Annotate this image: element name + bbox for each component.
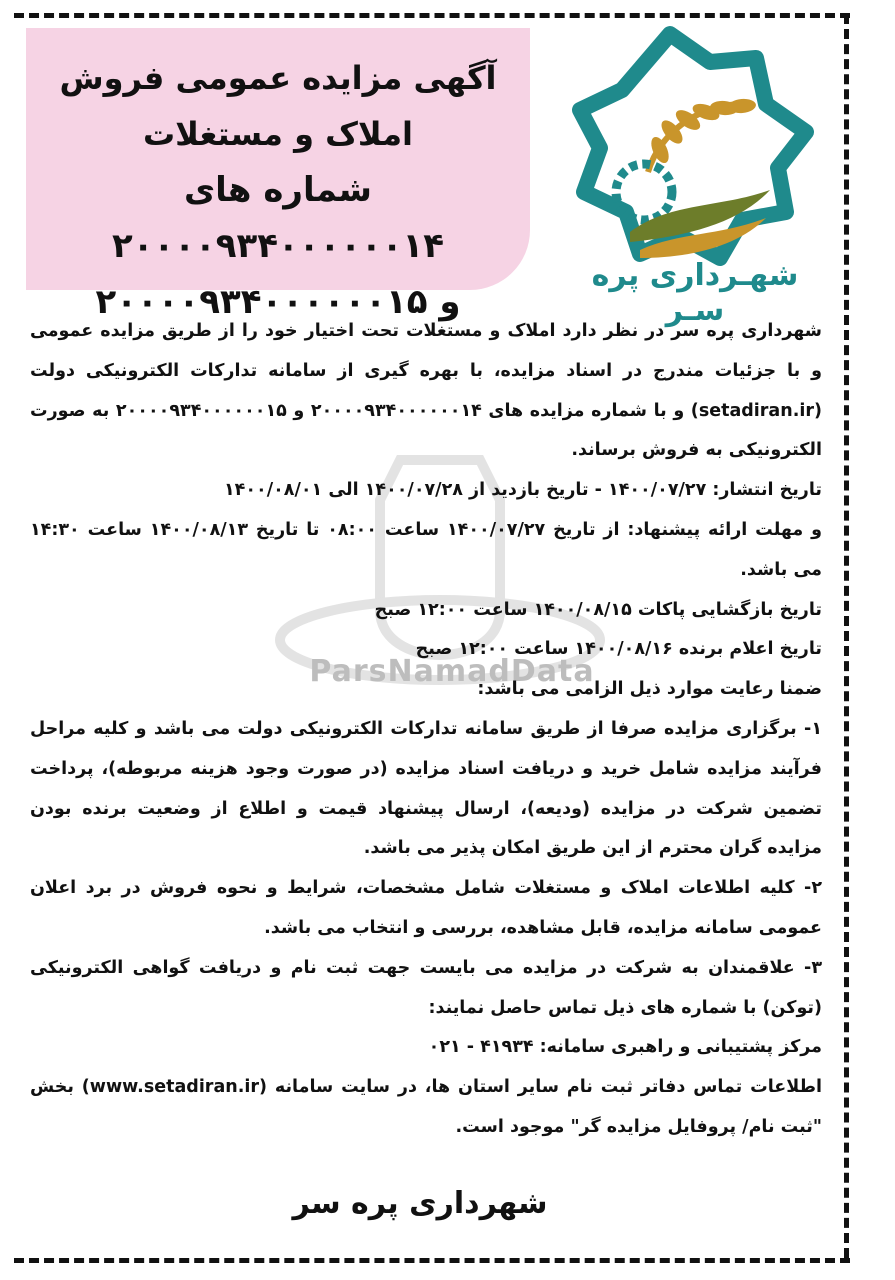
title-box	[26, 28, 530, 322]
paragraph-support-center: مرکز پشتیبانی و راهبری سامانه: ۴۱۹۳۴ - ۰۲۱	[428, 1037, 822, 1058]
footer-signature: شهرداری پره سر	[292, 1186, 548, 1221]
paragraph-publish-date: تاریخ انتشار: ۱۴۰۰/۰۷/۲۷ - تاریخ بازدید از ۱۴۰۰/۰۷/۲۸ الی ۱۴۰۰/۰۸/۰۱	[224, 480, 822, 501]
border-top	[14, 13, 850, 18]
paragraph-item-2: ۲- کلیه اطلاعات املاک و مستغلات شامل مشخصات، شرایط و نحوه فروش در برد اعلان عمومی سامانه مزایده، قابل مشاهده، بررسی و انتخاب می باشد.	[30, 878, 822, 938]
title-line-4: و ۲۰۰۰۰۹۳۴۰۰۰۰۰۰۱۵	[95, 282, 461, 322]
paragraph-opening-date: تاریخ بازگشایی پاکات ۱۴۰۰/۰۸/۱۵ ساعت ۱۲:۰۰ صبح	[374, 599, 822, 620]
paragraph-deadline: و مهلت ارائه پیشنهاد: از تاریخ ۱۴۰۰/۰۷/۲۷ ساعت ۰۸:۰۰ تا تاریخ ۱۴۰۰/۰۸/۱۳ ساعت ۱۴:۳۰ می باشد.	[30, 519, 822, 580]
border-right	[844, 14, 849, 1258]
title-line-1: آگهی مزایده عمومی فروش	[59, 59, 497, 97]
logo-caption: شهـرداری پره سـر	[591, 258, 799, 328]
logo-gear-icon	[616, 164, 672, 220]
paragraph-winner-date: تاریخ اعلام برنده ۱۴۰۰/۰۸/۱۶ ساعت ۱۲:۰۰ صبح	[415, 639, 822, 660]
paragraph-item-1: ۱- برگزاری مزایده صرفا از طریق سامانه تدارکات الکترونیکی دولت می باشد و کلیه مراحل فرآیند مزایده شامل خرید و دریافت اسناد مزایده (در صورت وجود هزینه مربوطه)، پرداخت تضمین شرکت در مزایده (ودیعه)، ارسال پیشنهاد قیمت و اطلاع از وضعیت برنده بودن مزایده گران محترم از این طریق امکان پذیر می باشد.	[30, 718, 822, 859]
title-line-3: شماره های ۲۰۰۰۰۹۳۴۰۰۰۰۰۰۱۴	[111, 170, 445, 266]
border-bottom	[14, 1258, 850, 1263]
watermark-brand: ParsNamadData	[309, 654, 595, 689]
paragraph-contact-info: اطلاعات تماس دفاتر ثبت نام سایر استان ها، در سایت سامانه (www.setadiran.ir) بخش "ثبت نام/ پروفایل مزایده گر" موجود است.	[30, 1077, 822, 1137]
paragraph-intro: شهرداری پره سر در نظر دارد املاک و مستغلات تحت اختیار خود را از طریق مزایده عمومی و با جزئیات مندرج در اسناد مزایده، با بهره گیری از سامانه تدارکات الکترونیکی دولت (setadiran.ir) و با شماره مزایده های ۲۰۰۰۰۹۳۴۰۰۰۰۰۰۱۴ و ۲۰۰۰۰۹۳۴۰۰۰۰۰۰۱۵ به صورت الکترونیکی به فروش برساند.	[30, 321, 822, 461]
announcement-body	[30, 312, 822, 1148]
title-line-2: املاک و مستغلات	[143, 115, 413, 153]
paragraph-item-3: ۳- علاقمندان به شرکت در مزایده می بایست جهت ثبت نام و دریافت گواهی الکترونیکی (توکن) با شماره های ذیل تماس حاصل نمایند:	[30, 957, 822, 1018]
paragraph-requirements-intro: ضمنا رعایت موارد ذیل الزامی می باشد:	[477, 679, 822, 700]
